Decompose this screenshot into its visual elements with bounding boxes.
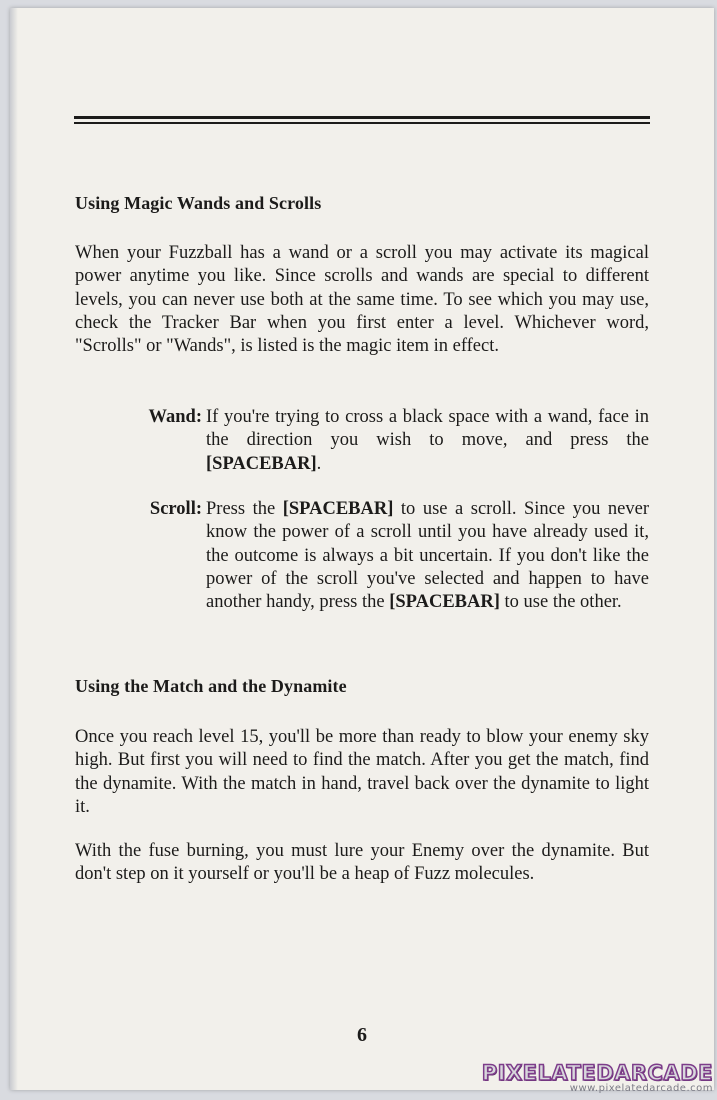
wand-definition [136,406,649,476]
header-rule-thin [74,122,650,124]
header-rule-thick [74,116,650,119]
paragraph-wands-scrolls-intro: When your Fuzzball has a wand or a scroll you may activate its magical power anytime you like. Since scrolls and wands are special to different levels, you can never use both at the same time. To see which you may use, check the Tracker Bar when you first enter a level. Whichever word, "Scrolls" or "Wands", is listed is the magic item in effect. [75,243,649,357]
page-number: 6 [357,1024,367,1046]
section-heading-match-dynamite: Using the Match and the Dynamite [75,676,347,696]
wand-description: If you're trying to cross a black space with a wand, face in the direction you wish to move, and press the [SPACEBAR]. [206,407,649,474]
watermark-brand: PIXELATEDARCADE [481,1061,713,1085]
paragraph-match-dynamite: Once you reach level 15, you'll be more than ready to blow your enemy sky high. But first you will need to find the match. After you get the match, find the dynamite. With the match in hand, travel back over the dynamite to light it. [75,727,649,817]
paragraph-fuse-burning: With the fuse burning, you must lure your Enemy over the dynamite. But don't step on it yourself or you'll be a heap of Fuzz molecules. [75,841,649,885]
scroll-definition [136,498,649,614]
watermark [482,1061,713,1094]
manual-page [10,8,714,1090]
scroll-description: Press the [SPACEBAR] to use a scroll. Since you never know the power of a scroll until you have already used it, the outcome is always a bit uncertain. If you don't like the power of the scroll you've selected and happen to have another handy, press the [SPACEBAR] to use the other. [206,499,649,613]
watermark-url: www.pixelatedarcade.com [569,1083,713,1094]
scroll-label: Scroll: [149,499,202,519]
section-heading-wands-scrolls: Using Magic Wands and Scrolls [75,193,322,213]
wand-label: Wand: [148,407,202,427]
